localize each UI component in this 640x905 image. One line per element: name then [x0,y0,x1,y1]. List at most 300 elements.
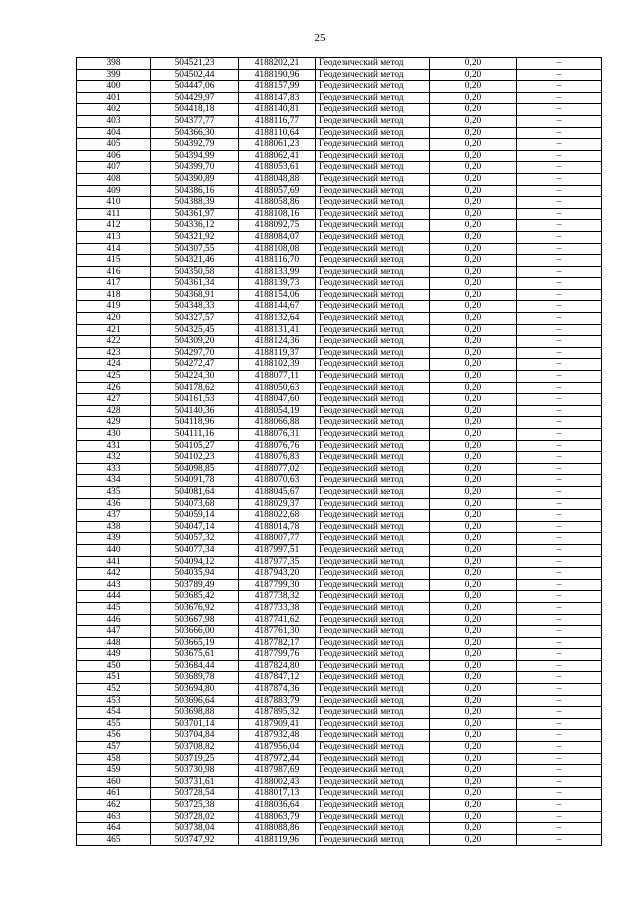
method-cell: Геодезический метод [316,510,430,522]
x-coordinate-cell: 503696,64 [151,695,239,707]
table-row [77,371,602,383]
accuracy-cell: 0,20 [430,452,517,464]
table-row [77,556,602,568]
point-number-cell: 427 [77,394,151,406]
y-coordinate-cell: 4188133,99 [239,266,316,278]
x-coordinate-cell: 504388,39 [151,197,239,209]
table-row [77,510,602,522]
point-number-cell: 419 [77,301,151,313]
point-number-cell: 462 [77,800,151,812]
accuracy-cell: 0,20 [430,510,517,522]
point-number-cell: 421 [77,324,151,336]
table-row [77,278,602,290]
y-coordinate-cell: 4188088,86 [239,823,316,835]
x-coordinate-cell: 504368,91 [151,289,239,301]
point-number-cell: 429 [77,417,151,429]
method-cell: Геодезический метод [316,730,430,742]
accuracy-cell: 0,20 [430,371,517,383]
note-cell: – [517,115,602,127]
note-cell: – [517,521,602,533]
x-coordinate-cell: 504161,53 [151,394,239,406]
accuracy-cell: 0,20 [430,463,517,475]
y-coordinate-cell: 4188063,79 [239,811,316,823]
note-cell: – [517,185,602,197]
note-cell: – [517,162,602,174]
x-coordinate-cell: 503694,80 [151,684,239,696]
x-coordinate-cell: 504447,06 [151,81,239,93]
x-coordinate-cell: 504140,36 [151,405,239,417]
x-coordinate-cell: 503689,78 [151,672,239,684]
method-cell: Геодезический метод [316,417,430,429]
point-number-cell: 454 [77,707,151,719]
x-coordinate-cell: 504111,16 [151,429,239,441]
table-row [77,185,602,197]
x-coordinate-cell: 503738,04 [151,823,239,835]
method-cell: Геодезический метод [316,301,430,313]
x-coordinate-cell: 503719,25 [151,753,239,765]
y-coordinate-cell: 4188050,63 [239,382,316,394]
point-number-cell: 451 [77,672,151,684]
point-number-cell: 441 [77,556,151,568]
y-coordinate-cell: 4187782,17 [239,637,316,649]
y-coordinate-cell: 4188062,41 [239,150,316,162]
method-cell: Геодезический метод [316,544,430,556]
x-coordinate-cell: 504336,12 [151,220,239,232]
x-coordinate-cell: 504073,68 [151,498,239,510]
x-coordinate-cell: 504077,34 [151,544,239,556]
note-cell: – [517,672,602,684]
x-coordinate-cell: 504325,45 [151,324,239,336]
table-row [77,266,602,278]
method-cell: Геодезический метод [316,475,430,487]
method-cell: Геодезический метод [316,649,430,661]
table-row [77,637,602,649]
y-coordinate-cell: 4188116,70 [239,255,316,267]
x-coordinate-cell: 504399,70 [151,162,239,174]
accuracy-cell: 0,20 [430,544,517,556]
note-cell: – [517,707,602,719]
method-cell: Геодезический метод [316,440,430,452]
method-cell: Геодезический метод [316,498,430,510]
accuracy-cell: 0,20 [430,92,517,104]
point-number-cell: 457 [77,742,151,754]
y-coordinate-cell: 4188119,96 [239,834,316,846]
accuracy-cell: 0,20 [430,104,517,116]
x-coordinate-cell: 504098,85 [151,463,239,475]
note-cell: – [517,626,602,638]
method-cell: Геодезический метод [316,231,430,243]
table-row [77,765,602,777]
note-cell: – [517,371,602,383]
y-coordinate-cell: 4188157,99 [239,81,316,93]
point-number-cell: 399 [77,69,151,81]
x-coordinate-cell: 504091,78 [151,475,239,487]
note-cell: – [517,197,602,209]
table-row [77,81,602,93]
x-coordinate-cell: 504321,46 [151,255,239,267]
x-coordinate-cell: 504047,14 [151,521,239,533]
y-coordinate-cell: 4188092,75 [239,220,316,232]
accuracy-cell: 0,20 [430,672,517,684]
note-cell: – [517,347,602,359]
accuracy-cell: 0,20 [430,127,517,139]
table-row [77,544,602,556]
note-cell: – [517,823,602,835]
point-number-cell: 456 [77,730,151,742]
table-row [77,800,602,812]
table-row [77,289,602,301]
note-cell: – [517,313,602,325]
point-number-cell: 410 [77,197,151,209]
table-row [77,208,602,220]
accuracy-cell: 0,20 [430,266,517,278]
accuracy-cell: 0,20 [430,649,517,661]
method-cell: Геодезический метод [316,266,430,278]
note-cell: – [517,834,602,846]
method-cell: Геодезический метод [316,823,430,835]
method-cell: Геодезический метод [316,614,430,626]
x-coordinate-cell: 504224,30 [151,371,239,383]
method-cell: Геодезический метод [316,313,430,325]
y-coordinate-cell: 4188131,41 [239,324,316,336]
y-coordinate-cell: 4188076,76 [239,440,316,452]
table-row [77,359,602,371]
accuracy-cell: 0,20 [430,834,517,846]
accuracy-cell: 0,20 [430,707,517,719]
x-coordinate-cell: 504094,12 [151,556,239,568]
y-coordinate-cell: 4187738,32 [239,591,316,603]
y-coordinate-cell: 4187987,69 [239,765,316,777]
y-coordinate-cell: 4187895,32 [239,707,316,719]
accuracy-cell: 0,20 [430,695,517,707]
note-cell: – [517,811,602,823]
point-number-cell: 420 [77,313,151,325]
x-coordinate-cell: 504178,62 [151,382,239,394]
point-number-cell: 415 [77,255,151,267]
note-cell: – [517,533,602,545]
note-cell: – [517,440,602,452]
note-cell: – [517,289,602,301]
note-cell: – [517,776,602,788]
y-coordinate-cell: 4188202,21 [239,58,316,70]
note-cell: – [517,568,602,580]
point-number-cell: 447 [77,626,151,638]
note-cell: – [517,742,602,754]
note-cell: – [517,544,602,556]
method-cell: Геодезический метод [316,162,430,174]
table-row [77,602,602,614]
note-cell: – [517,405,602,417]
note-cell: – [517,243,602,255]
table-row [77,718,602,730]
point-number-cell: 400 [77,81,151,93]
note-cell: – [517,139,602,151]
note-cell: – [517,220,602,232]
coordinates-table-body [77,58,602,846]
note-cell: – [517,788,602,800]
table-row [77,127,602,139]
method-cell: Геодезический метод [316,173,430,185]
y-coordinate-cell: 4188057,69 [239,185,316,197]
note-cell: – [517,510,602,522]
y-coordinate-cell: 4187847,12 [239,672,316,684]
x-coordinate-cell: 504521,23 [151,58,239,70]
point-number-cell: 412 [77,220,151,232]
accuracy-cell: 0,20 [430,637,517,649]
note-cell: – [517,730,602,742]
y-coordinate-cell: 4188036,64 [239,800,316,812]
method-cell: Геодезический метод [316,672,430,684]
method-cell: Геодезический метод [316,602,430,614]
method-cell: Геодезический метод [316,637,430,649]
y-coordinate-cell: 4188190,96 [239,69,316,81]
table-row [77,336,602,348]
x-coordinate-cell: 504327,57 [151,313,239,325]
point-number-cell: 403 [77,115,151,127]
y-coordinate-cell: 4188061,23 [239,139,316,151]
accuracy-cell: 0,20 [430,823,517,835]
point-number-cell: 405 [77,139,151,151]
note-cell: – [517,660,602,672]
point-number-cell: 409 [77,185,151,197]
x-coordinate-cell: 504057,32 [151,533,239,545]
table-row [77,417,602,429]
method-cell: Геодезический метод [316,800,430,812]
note-cell: – [517,104,602,116]
x-coordinate-cell: 503725,38 [151,800,239,812]
method-cell: Геодезический метод [316,486,430,498]
accuracy-cell: 0,20 [430,521,517,533]
accuracy-cell: 0,20 [430,313,517,325]
note-cell: – [517,266,602,278]
y-coordinate-cell: 4188047,60 [239,394,316,406]
method-cell: Геодезический метод [316,255,430,267]
note-cell: – [517,498,602,510]
note-cell: – [517,382,602,394]
method-cell: Геодезический метод [316,626,430,638]
y-coordinate-cell: 4188108,16 [239,208,316,220]
method-cell: Геодезический метод [316,150,430,162]
y-coordinate-cell: 4187956,04 [239,742,316,754]
accuracy-cell: 0,20 [430,811,517,823]
table-row [77,533,602,545]
y-coordinate-cell: 4188076,83 [239,452,316,464]
x-coordinate-cell: 503698,88 [151,707,239,719]
y-coordinate-cell: 4187909,41 [239,718,316,730]
method-cell: Геодезический метод [316,371,430,383]
x-coordinate-cell: 503701,14 [151,718,239,730]
accuracy-cell: 0,20 [430,591,517,603]
table-row [77,220,602,232]
method-cell: Геодезический метод [316,556,430,568]
table-row [77,197,602,209]
x-coordinate-cell: 504035,94 [151,568,239,580]
point-number-cell: 455 [77,718,151,730]
note-cell: – [517,58,602,70]
accuracy-cell: 0,20 [430,753,517,765]
page-number: 25 [314,32,326,44]
point-number-cell: 404 [77,127,151,139]
table-row [77,452,602,464]
point-number-cell: 439 [77,533,151,545]
table-row [77,347,602,359]
y-coordinate-cell: 4187943,20 [239,568,316,580]
y-coordinate-cell: 4187874,36 [239,684,316,696]
method-cell: Геодезический метод [316,69,430,81]
x-coordinate-cell: 503731,61 [151,776,239,788]
x-coordinate-cell: 503730,98 [151,765,239,777]
accuracy-cell: 0,20 [430,800,517,812]
table-row [77,463,602,475]
method-cell: Геодезический метод [316,382,430,394]
method-cell: Геодезический метод [316,394,430,406]
point-number-cell: 450 [77,660,151,672]
method-cell: Геодезический метод [316,429,430,441]
y-coordinate-cell: 4188147,83 [239,92,316,104]
accuracy-cell: 0,20 [430,405,517,417]
method-cell: Геодезический метод [316,324,430,336]
accuracy-cell: 0,20 [430,231,517,243]
point-number-cell: 436 [77,498,151,510]
note-cell: – [517,231,602,243]
x-coordinate-cell: 504390,89 [151,173,239,185]
y-coordinate-cell: 4187977,35 [239,556,316,568]
y-coordinate-cell: 4188048,88 [239,173,316,185]
note-cell: – [517,463,602,475]
y-coordinate-cell: 4188077,02 [239,463,316,475]
table-row [77,591,602,603]
method-cell: Геодезический метод [316,718,430,730]
point-number-cell: 437 [77,510,151,522]
point-number-cell: 435 [77,486,151,498]
table-row [77,115,602,127]
point-number-cell: 459 [77,765,151,777]
table-row [77,707,602,719]
table-row [77,579,602,591]
method-cell: Геодезический метод [316,197,430,209]
accuracy-cell: 0,20 [430,69,517,81]
point-number-cell: 465 [77,834,151,846]
note-cell: – [517,614,602,626]
note-cell: – [517,753,602,765]
method-cell: Геодезический метод [316,684,430,696]
note-cell: – [517,649,602,661]
table-row [77,776,602,788]
point-number-cell: 434 [77,475,151,487]
y-coordinate-cell: 4188053,61 [239,162,316,174]
table-row [77,104,602,116]
table-row [77,150,602,162]
note-cell: – [517,92,602,104]
accuracy-cell: 0,20 [430,556,517,568]
point-number-cell: 425 [77,371,151,383]
x-coordinate-cell: 503666,00 [151,626,239,638]
note-cell: – [517,81,602,93]
accuracy-cell: 0,20 [430,243,517,255]
point-number-cell: 417 [77,278,151,290]
table-row [77,429,602,441]
method-cell: Геодезический метод [316,81,430,93]
method-cell: Геодезический метод [316,104,430,116]
y-coordinate-cell: 4188058,86 [239,197,316,209]
table-row [77,394,602,406]
accuracy-cell: 0,20 [430,162,517,174]
note-cell: – [517,324,602,336]
method-cell: Геодезический метод [316,347,430,359]
accuracy-cell: 0,20 [430,394,517,406]
method-cell: Геодезический метод [316,452,430,464]
y-coordinate-cell: 4188017,13 [239,788,316,800]
note-cell: – [517,591,602,603]
y-coordinate-cell: 4188124,36 [239,336,316,348]
point-number-cell: 406 [77,150,151,162]
point-number-cell: 444 [77,591,151,603]
x-coordinate-cell: 504297,70 [151,347,239,359]
accuracy-cell: 0,20 [430,429,517,441]
point-number-cell: 407 [77,162,151,174]
table-row [77,324,602,336]
x-coordinate-cell: 504418,18 [151,104,239,116]
point-number-cell: 414 [77,243,151,255]
method-cell: Геодезический метод [316,811,430,823]
point-number-cell: 460 [77,776,151,788]
y-coordinate-cell: 4187761,30 [239,626,316,638]
table-row [77,486,602,498]
x-coordinate-cell: 503675,61 [151,649,239,661]
method-cell: Геодезический метод [316,139,430,151]
x-coordinate-cell: 504059,14 [151,510,239,522]
note-cell: – [517,429,602,441]
table-row [77,521,602,533]
method-cell: Геодезический метод [316,753,430,765]
y-coordinate-cell: 4188132,64 [239,313,316,325]
y-coordinate-cell: 4188045,67 [239,486,316,498]
accuracy-cell: 0,20 [430,324,517,336]
point-number-cell: 422 [77,336,151,348]
accuracy-cell: 0,20 [430,359,517,371]
x-coordinate-cell: 504321,92 [151,231,239,243]
point-number-cell: 428 [77,405,151,417]
point-number-cell: 398 [77,58,151,70]
x-coordinate-cell: 504102,23 [151,452,239,464]
accuracy-cell: 0,20 [430,533,517,545]
x-coordinate-cell: 504309,20 [151,336,239,348]
note-cell: – [517,556,602,568]
accuracy-cell: 0,20 [430,765,517,777]
method-cell: Геодезический метод [316,359,430,371]
point-number-cell: 458 [77,753,151,765]
point-number-cell: 411 [77,208,151,220]
method-cell: Геодезический метод [316,243,430,255]
table-row [77,405,602,417]
table-row [77,58,602,70]
point-number-cell: 431 [77,440,151,452]
table-row [77,730,602,742]
x-coordinate-cell: 504081,64 [151,486,239,498]
y-coordinate-cell: 4188054,19 [239,405,316,417]
accuracy-cell: 0,20 [430,776,517,788]
x-coordinate-cell: 503728,54 [151,788,239,800]
note-cell: – [517,208,602,220]
table-row [77,162,602,174]
method-cell: Геодезический метод [316,660,430,672]
y-coordinate-cell: 4188154,06 [239,289,316,301]
accuracy-cell: 0,20 [430,336,517,348]
accuracy-cell: 0,20 [430,718,517,730]
x-coordinate-cell: 504361,34 [151,278,239,290]
point-number-cell: 423 [77,347,151,359]
table-row [77,139,602,151]
